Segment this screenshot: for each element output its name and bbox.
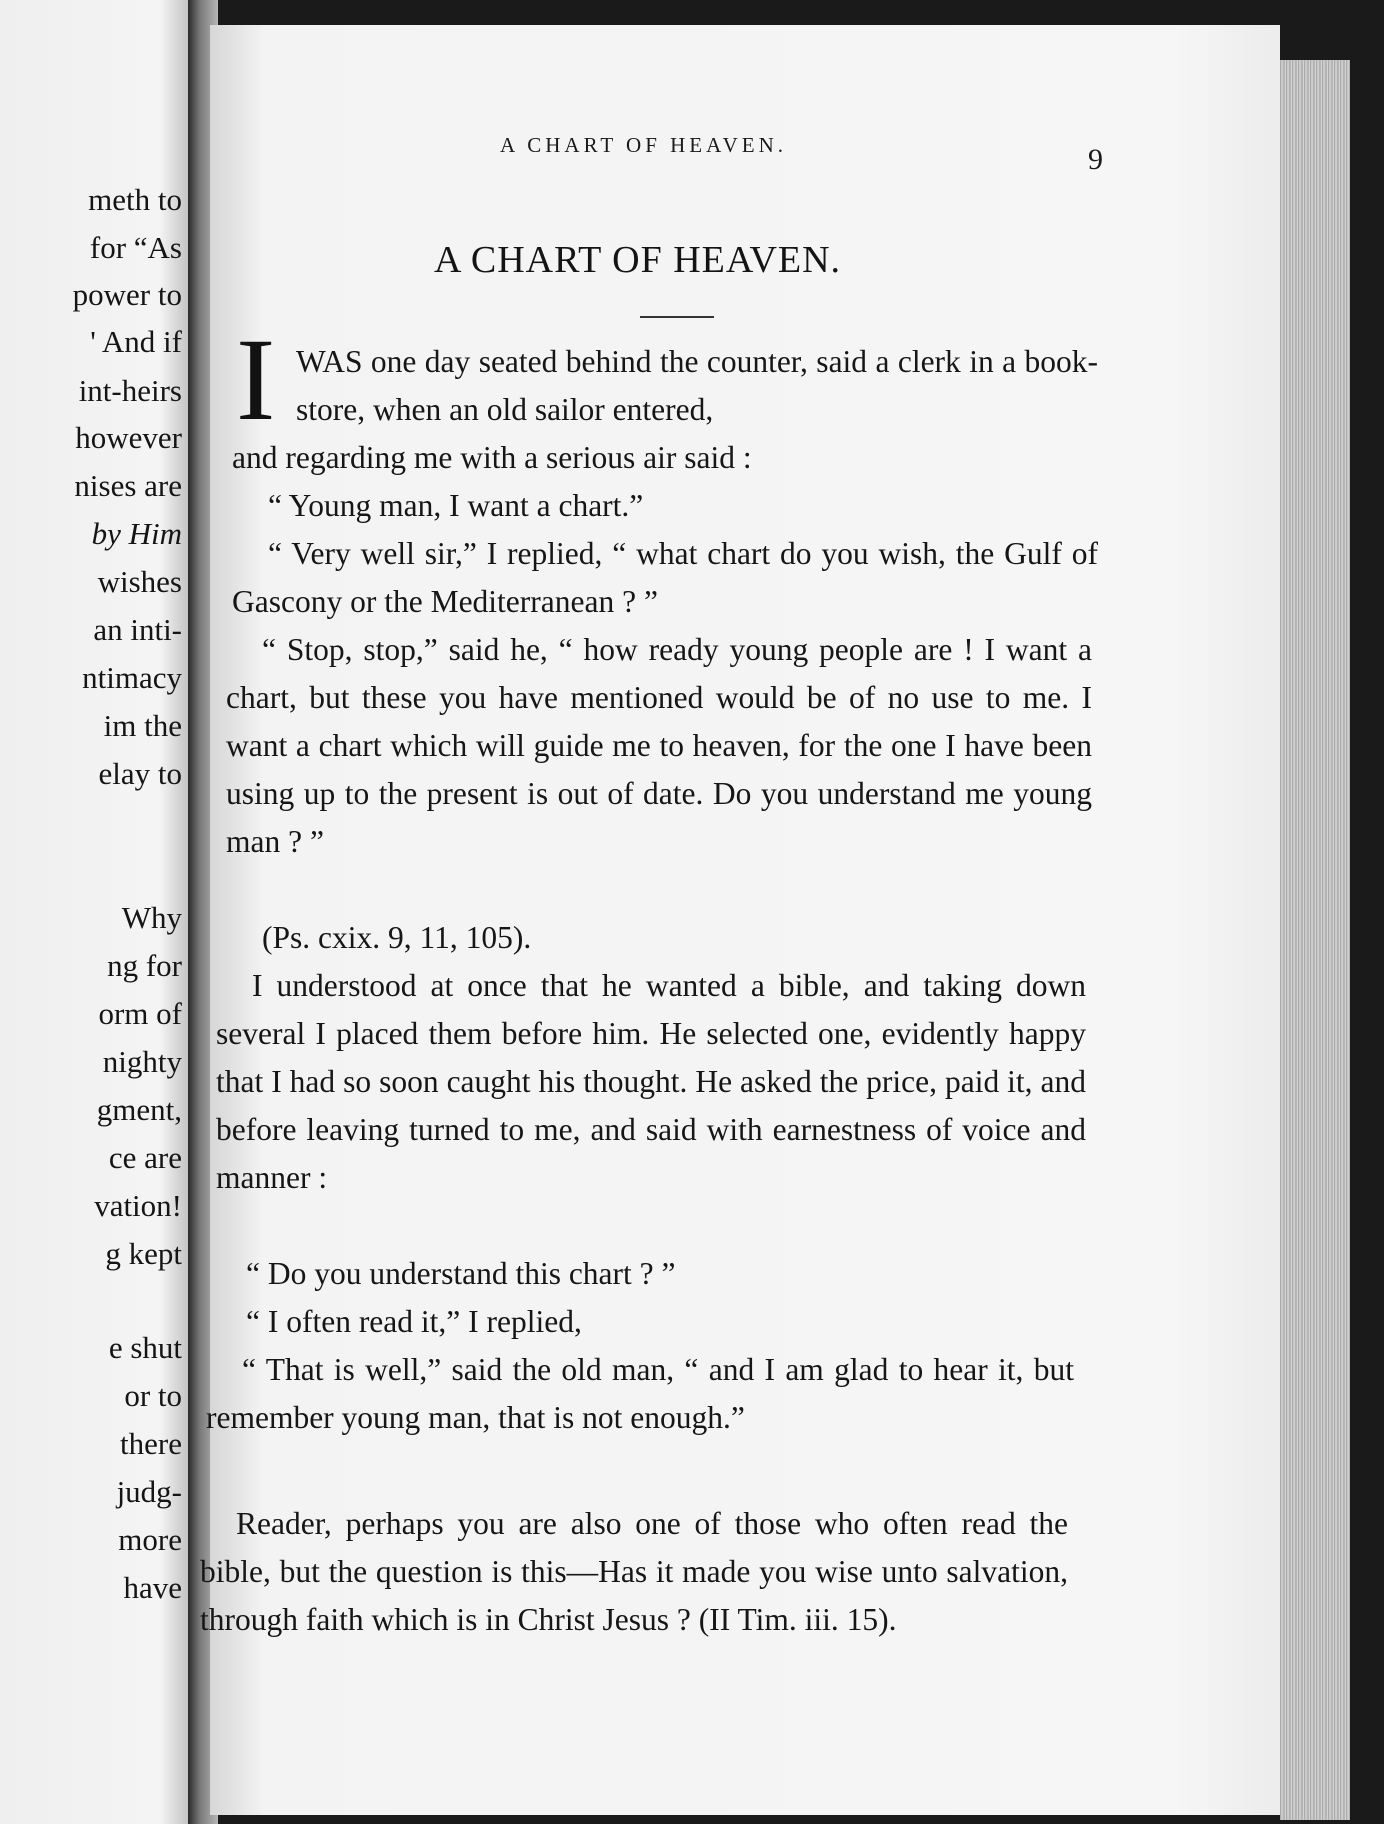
left-page-line: for “As	[89, 230, 182, 265]
running-head: A CHART OF HEAVEN.	[500, 133, 787, 157]
left-page-line: orm of	[98, 996, 182, 1031]
opening-lines: WAS one day seated behind the counter, said a clerk in a book-store, when an old sailor entered,	[296, 344, 1098, 427]
left-page-line: nises are	[74, 468, 182, 503]
left-page-line: have	[123, 1570, 182, 1605]
drop-cap: I	[236, 314, 276, 445]
left-page-line: ntimacy	[82, 660, 182, 695]
page-edges	[1280, 60, 1350, 1820]
left-page	[0, 0, 200, 1824]
left-page-line: there	[120, 1426, 182, 1461]
left-page-line: more	[118, 1522, 182, 1557]
chapter-title: A CHART OF HEAVEN.	[434, 239, 842, 281]
left-page-line: ng for	[107, 948, 182, 983]
left-page-line: Why	[121, 900, 182, 935]
title-rule	[640, 316, 714, 318]
left-page-line: nighty	[102, 1044, 182, 1079]
paragraph: “ Do you understand this chart ? ”	[246, 1256, 676, 1291]
left-page-line: power to	[72, 277, 182, 312]
left-page-line: elay to	[98, 756, 182, 791]
left-page-line: gment,	[96, 1092, 182, 1127]
left-page-line: ' And if	[90, 324, 182, 359]
left-page-line: by Him	[91, 516, 182, 551]
left-page-line: meth to	[88, 182, 182, 217]
page-number: 9	[1088, 143, 1103, 176]
paragraph: “ That is well,” said the old man, “ and I am glad to hear it, but remember young man, that is not enough.”	[206, 1352, 1074, 1435]
left-page-line: e shut	[108, 1330, 182, 1365]
paragraph: (Ps. cxix. 9, 11, 105).	[262, 920, 532, 955]
paragraph: “ Stop, stop,” said he, “ how ready young people are ! I want a chart, but these you have mentioned would be of no use to me. I want a chart which will guide me to heaven, for the one I have been using up to the present is out of date. Do you understand me young man ? ”	[226, 632, 1092, 859]
left-page-line: g kept	[105, 1236, 182, 1271]
left-page-line: however	[75, 420, 182, 455]
paragraph: “ I often read it,” I replied,	[246, 1304, 582, 1339]
left-page-line: wishes	[97, 564, 182, 599]
left-page-line: int-heirs	[78, 373, 182, 408]
left-page-line: im the	[103, 708, 182, 743]
left-page-line: an inti-	[93, 612, 182, 647]
left-page-line: or to	[124, 1378, 182, 1413]
paragraph: “ Very well sir,” I replied, “ what chart do you wish, the Gulf of Gascony or the Mediterranean ? ”	[232, 536, 1098, 619]
left-page-line: judg-	[116, 1474, 182, 1509]
left-page-line: vation!	[94, 1188, 182, 1223]
left-page-line: ce are	[108, 1140, 182, 1175]
paragraph: I understood at once that he wanted a bible, and taking down several I placed them before him. He selected one, evidently happy that I had so soon caught his thought. He asked the price, paid it, and before leaving turned to me, and said with earnestness of voice and manner :	[216, 968, 1086, 1195]
paragraph: “ Young man, I want a chart.”	[268, 488, 644, 523]
paragraph: Reader, perhaps you are also one of those who often read the bible, but the question is this—Has it made you wise unto salvation, through faith which is in Christ Jesus ? (II Tim. iii. 15).	[200, 1506, 1068, 1637]
opening-rest: and regarding me with a serious air said :	[232, 440, 752, 475]
